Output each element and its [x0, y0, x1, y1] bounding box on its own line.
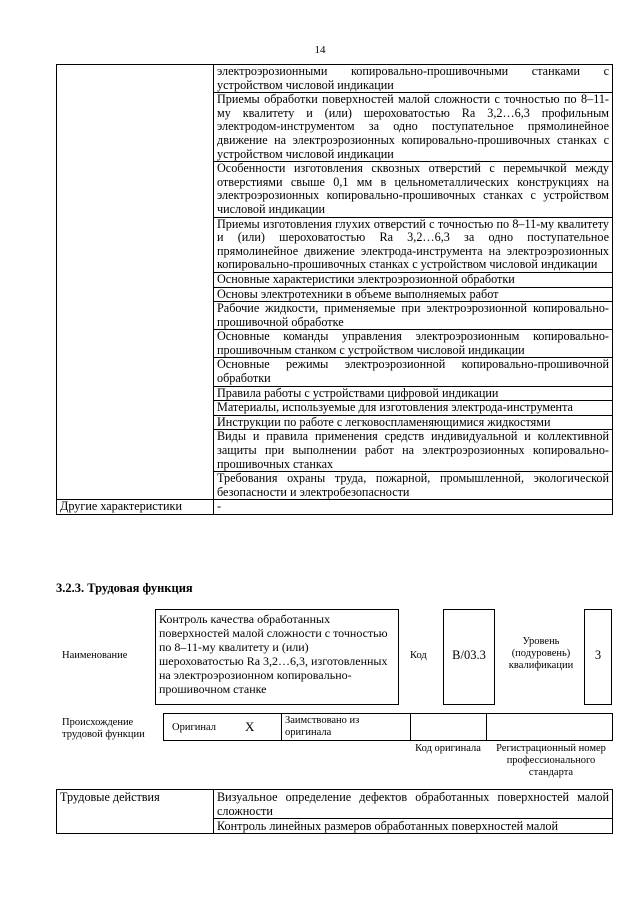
- table-cell: Материалы, используемые для изготовления электрода-инструмента: [214, 401, 613, 416]
- table-row: [57, 500, 613, 515]
- table-cell: Основные режимы электроэрозионной копировально-прошивочной обработки: [214, 358, 613, 386]
- table-cell: Визуальное определение дефектов обработанных поверхностей малой сложности: [214, 790, 613, 819]
- origin-label: Происхождение трудовой функции: [62, 717, 145, 740]
- origin-divider: [410, 713, 411, 741]
- table-cell: Рабочие жидкости, применяемые при электроэрозионной копировально-прошивочной обработке: [214, 302, 613, 330]
- table-row: [57, 790, 613, 819]
- function-name-box: [155, 609, 399, 705]
- other-characteristics-value: -: [214, 500, 613, 515]
- table-label-cell: [57, 65, 214, 500]
- origin-divider: [486, 713, 487, 741]
- table-cell: Контроль линейных размеров обработанных поверхностей малой: [214, 819, 613, 834]
- borrowed-label: Заимствовано из оригинала: [285, 715, 360, 738]
- labour-actions-label: Трудовые действия: [57, 790, 214, 834]
- level-value: 3: [594, 648, 602, 662]
- table-row: [57, 65, 613, 93]
- table-cell: Особенности изготовления сквозных отверстий с перемычкой между отверстиями свыше 0,1 мм в цельнометаллических конструкциях на электроэрозионных копировально-прошивочных станках с устройством числовой индикации: [214, 162, 613, 217]
- code-value: B/03.3: [452, 648, 486, 662]
- table-cell: Правила работы с устройствами цифровой индикации: [214, 386, 613, 401]
- code-original-label: Код оригинала: [415, 743, 481, 754]
- origin-divider: [281, 713, 282, 741]
- level-label: Уровень (подуровень) квалификации: [508, 636, 574, 671]
- level-box: [584, 609, 612, 705]
- table-cell: электроэрозионными копировально-прошивочными станками с устройством числовой индикации: [214, 65, 613, 93]
- original-label: Оригинал: [172, 722, 216, 733]
- function-name-text: Контроль качества обработанных поверхностей малой сложности с точностью по 8–11-му квалитету и (или) шероховатостью Ra 3,2…6,3, изготовленных на электроэрозионном копировально-прошивочном станке: [159, 612, 388, 696]
- labour-actions-table: [56, 789, 613, 834]
- table-cell: Виды и правила применения средств индивидуальной и коллективной защиты при выполнении работ на электроэрозионных копировально-прошивочных станках: [214, 430, 613, 472]
- table-cell: Основы электротехники в объеме выполняемых работ: [214, 287, 613, 302]
- table-cell: Приемы изготовления глухих отверстий с точностью по 8–11-му квалитету и (или) шероховатостью Ra 3,2…6,3 за одно поступательное прямолинейное движение электрода-инструмента на электроэрозионных копировально-прошивочных станках с устройством числовой индикации: [214, 217, 613, 272]
- table-cell: Инструкции по работе с легковоспламеняющимися жидкостями: [214, 415, 613, 430]
- knowledge-table: [56, 64, 613, 515]
- table-cell: Основные команды управления электроэрозионным копировально-прошивочным станком с устройством числовой индикации: [214, 330, 613, 358]
- section-heading: 3.2.3. Трудовая функция: [56, 581, 193, 595]
- table-cell: Приемы обработки поверхностей малой сложности с точностью по 8–11-му квалитету и (или) шероховатостью Ra 3,2…6,3 профильным электродом-инструментом за одно поступательное прямолинейное движение на электроэрозионных копировально-прошивочных станках с устройством числовой индикации: [214, 93, 613, 162]
- other-characteristics-label: Другие характеристики: [57, 500, 214, 515]
- page-number: 14: [314, 44, 326, 56]
- table-cell: Основные характеристики электроэрозионной обработки: [214, 272, 613, 287]
- original-mark: X: [245, 719, 255, 734]
- name-label: Наименование: [62, 650, 128, 661]
- table-cell: Требования охраны труда, пожарной, промышленной, экологической безопасности и электробезопасности: [214, 472, 613, 500]
- reg-number-label: Регистрационный номер профессионального стандарта: [496, 743, 606, 778]
- code-label: Код: [410, 650, 427, 661]
- code-box: [443, 609, 495, 705]
